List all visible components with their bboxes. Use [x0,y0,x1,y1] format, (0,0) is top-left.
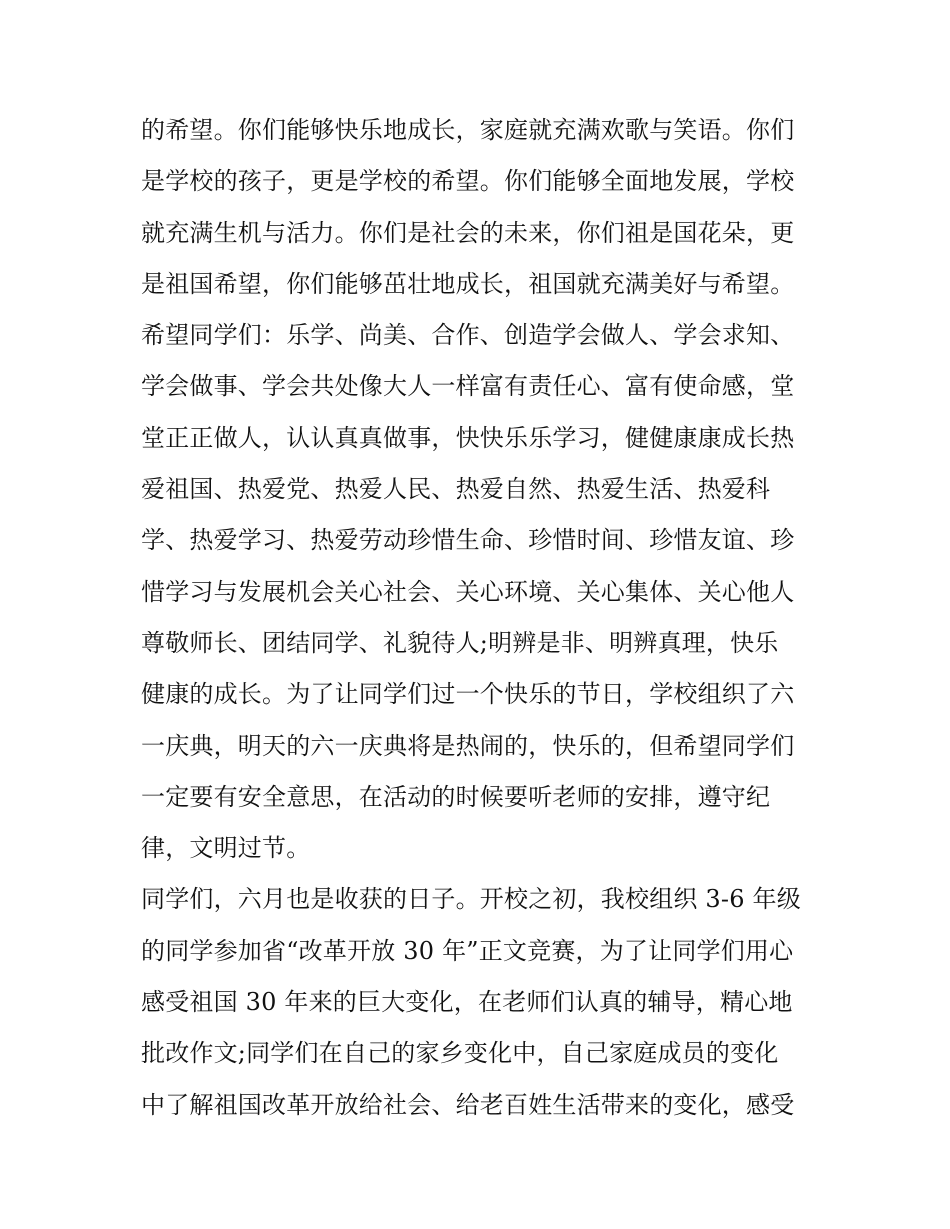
text-line: 学会做事、学会共处像大人一样富有责任心、富有使命感，堂 [141,372,795,401]
text-line: 惜学习与发展机会关心社会、关心环境、关心集体、关心他人 [141,577,795,606]
text-line: 是学校的孩子，更是学校的希望。你们能够全面地发展，学校 [141,167,795,196]
text-line: 一定要有安全意思，在活动的时候要听老师的安排，遵守纪 [141,782,771,811]
text-line: 健康的成长。为了让同学们过一个快乐的节日，学校组织了六 [141,680,795,709]
text-line: 学、热爱学习、热爱劳动珍惜生命、珍惜时间、珍惜友谊、珍 [141,526,795,555]
text-line: 就充满生机与活力。你们是社会的未来，你们祖是国花朵，更 [141,218,795,247]
text-line: 的同学参加省“改革开放 30 年”正文竞赛，为了让同学们用心 [141,936,794,965]
text-line: 批改作文;同学们在自己的家乡变化中，自己家庭成员的变化 [141,1039,779,1068]
body-text [141,105,821,1131]
text-line: 感受祖国 30 年来的巨大变化，在老师们认真的辅导，精心地 [141,988,793,1017]
text-line: 中了解祖国改革开放给社会、给老百姓生活带来的变化，感受 [141,1090,795,1119]
text-line: 律，文明过节。 [141,834,311,863]
text-line: 堂正正做人，认认真真做事，快快乐乐学习，健健康康成长热 [141,423,795,452]
text-line: 是祖国希望，你们能够茁壮地成长，祖国就充满美好与希望。 [141,269,795,298]
text-line: 爱祖国、热爱党、热爱人民、热爱自然、热爱生活、热爱科 [141,475,771,504]
text-line: 的希望。你们能够快乐地成长，家庭就充满欢歌与笑语。你们 [141,116,795,144]
text-line: 一庆典，明天的六一庆典将是热闹的，快乐的，但希望同学们 [141,731,795,760]
text-line: 希望同学们：乐学、尚美、合作、创造学会做人、学会求知、 [141,321,795,350]
text-line: 同学们，六月也是收获的日子。开校之初，我校组织 3-6 年级 [141,885,801,914]
text-line: 尊敬师长、团结同学、礼貌待人;明辨是非、明辨真理，快乐 [141,628,779,657]
